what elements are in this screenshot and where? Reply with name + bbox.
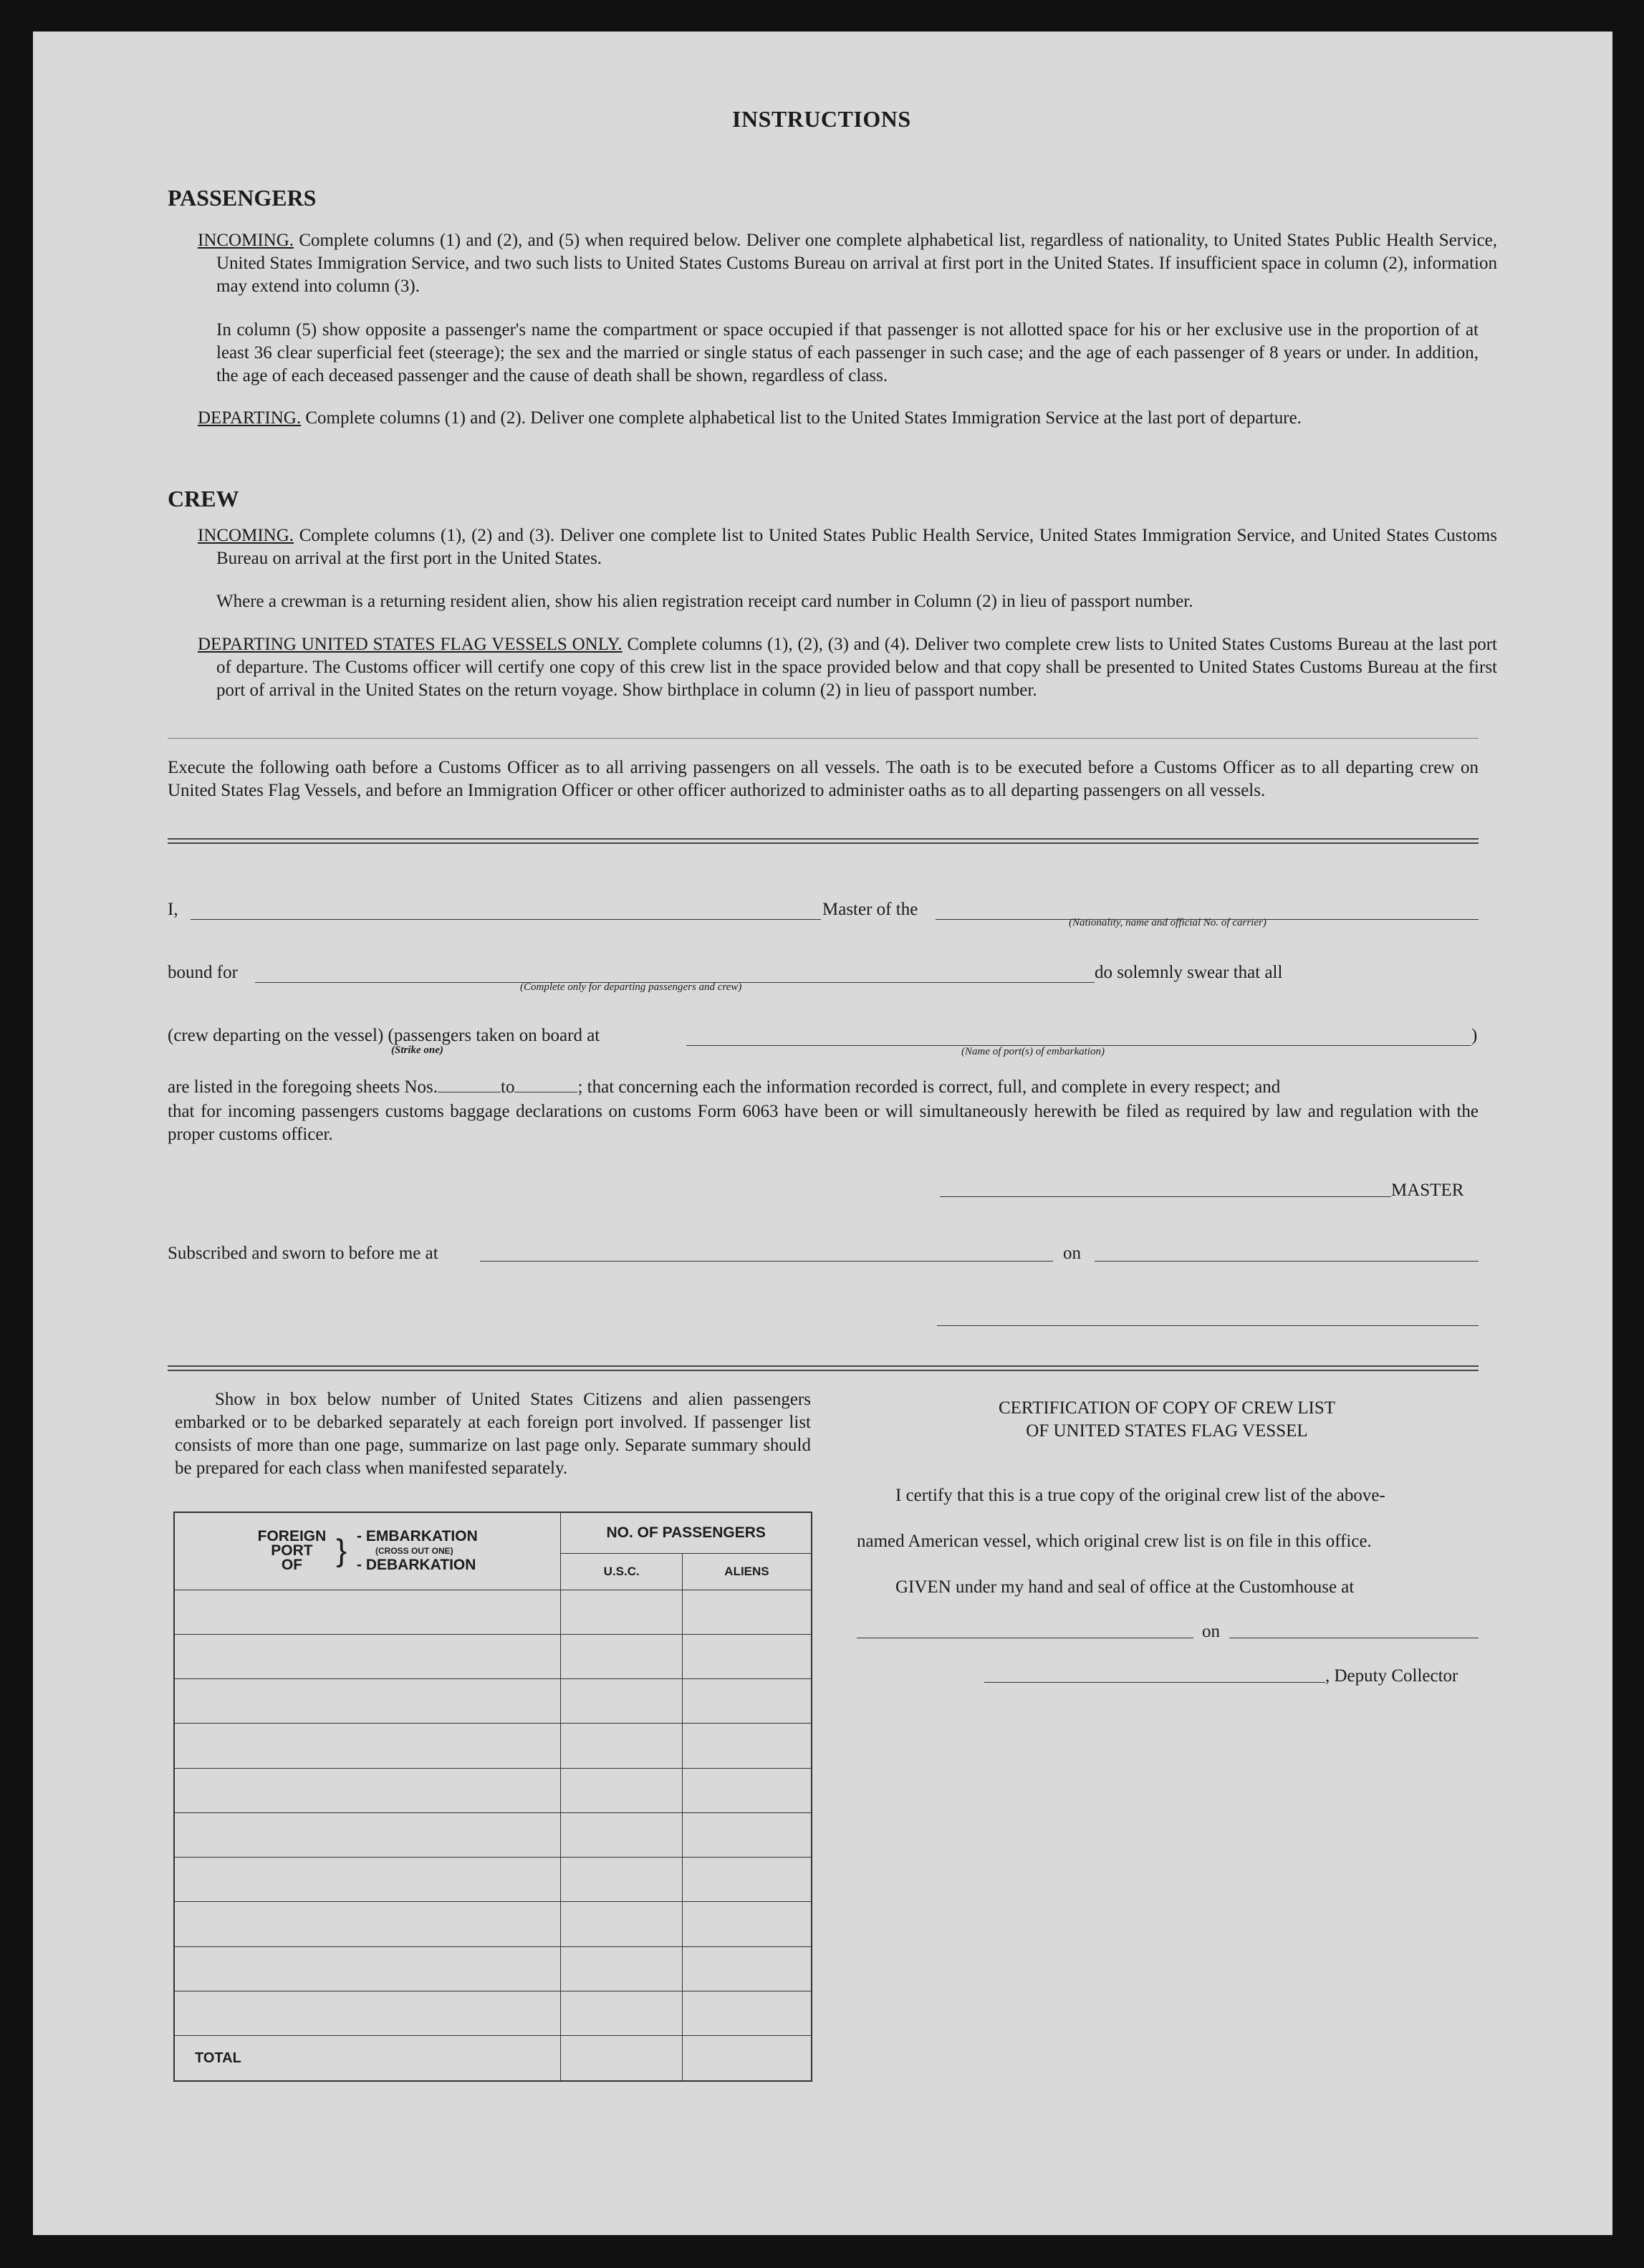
- swear-label: do solemnly swear that all: [1095, 963, 1283, 982]
- port-cell[interactable]: [174, 1902, 561, 1946]
- crew-departing-label-line: (crew departing on the vessel) (passengers taken on board at: [168, 1026, 600, 1045]
- certification-heading: [855, 1397, 1479, 1443]
- certification-line1: I certify that this is a true copy of the original crew list of the above-: [895, 1486, 1385, 1505]
- listed-rest: that for incoming passengers customs baggage declarations on customs Form 6063 have been or will simultaneously herewith be filed as required by law and regulation with the proper customs officer.: [168, 1102, 1479, 1144]
- port-cell[interactable]: [174, 1679, 561, 1724]
- port-cell[interactable]: [174, 1634, 561, 1678]
- aliens-cell[interactable]: [682, 1991, 812, 2035]
- table-row: [174, 1634, 812, 1678]
- usc-cell[interactable]: [561, 1812, 683, 1857]
- usc-cell[interactable]: [561, 1634, 683, 1678]
- table-row: [174, 1812, 812, 1857]
- crew-incoming-text: Complete columns (1), (2) and (3). Deliver one complete list to United States Public Health Service, United States Immigration Service, and United States Customs Bureau on arrival at the first port in the United States.: [216, 526, 1497, 568]
- usc-cell[interactable]: [561, 1590, 683, 1634]
- aliens-cell[interactable]: [682, 1724, 812, 1768]
- port-label: PORT: [271, 1542, 313, 1560]
- table-row: [174, 1590, 812, 1634]
- bound-for-label: bound for: [168, 963, 238, 982]
- usc-cell[interactable]: [561, 1902, 683, 1946]
- cross-out-label: (CROSS OUT ONE): [375, 1546, 453, 1557]
- listed-post: ; that concerning each the information recorded is correct, full, and complete in every respect; and: [577, 1077, 1281, 1097]
- debarkation-label: - DEBARKATION: [357, 1557, 476, 1574]
- passenger-summary-table: [173, 1512, 812, 2082]
- usc-cell[interactable]: [561, 1724, 683, 1768]
- deputy-collector-label: , Deputy Collector: [1325, 1666, 1458, 1686]
- oath-i-label: I,: [168, 900, 178, 919]
- passengers-departing-text: Complete columns (1) and (2). Deliver one complete alphabetical list to the United States Immigration Service at the last port of departure.: [305, 408, 1302, 428]
- certification-heading-line2: OF UNITED STATES FLAG VESSEL: [1026, 1421, 1308, 1441]
- usc-cell[interactable]: [561, 1991, 683, 2035]
- sworn-on-label: on: [1063, 1244, 1081, 1263]
- certification-heading-line1: CERTIFICATION OF COPY OF CREW LIST: [998, 1398, 1336, 1418]
- usc-cell[interactable]: [561, 1679, 683, 1724]
- port-cell[interactable]: [174, 1724, 561, 1768]
- passengers-incoming-paragraph: [198, 229, 1497, 298]
- aliens-cell[interactable]: [682, 1768, 812, 1812]
- aliens-header: ALIENS: [682, 1553, 812, 1590]
- usc-cell[interactable]: [561, 1768, 683, 1812]
- master-name-field[interactable]: [191, 919, 821, 920]
- aliens-cell[interactable]: [682, 1858, 812, 1902]
- total-label: TOTAL: [174, 2036, 561, 2081]
- certification-on: on: [1202, 1622, 1220, 1641]
- aliens-cell[interactable]: [682, 1812, 812, 1857]
- crew-departing-paragraph: [198, 633, 1497, 702]
- usc-cell[interactable]: [561, 1858, 683, 1902]
- crew-incoming-paragraph: [198, 524, 1497, 570]
- divider: [168, 738, 1479, 739]
- departing-caption: (Complete only for departing passengers and crew): [520, 981, 742, 993]
- deputy-signature-field[interactable]: [984, 1682, 1325, 1683]
- port-header: FOREIGN PORT OF } - EMBARKATION (CROSS OUT ONE) - DEBARKATION: [174, 1512, 561, 1590]
- master-signature-field[interactable]: [940, 1196, 1391, 1197]
- crew-incoming-label: INCOMING.: [198, 526, 294, 545]
- officer-signature-field[interactable]: [937, 1325, 1479, 1326]
- subscribed-label: Subscribed and sworn to before me at: [168, 1244, 438, 1263]
- port-cell[interactable]: [174, 1590, 561, 1634]
- aliens-cell[interactable]: [682, 1679, 812, 1724]
- passengers-departing-paragraph: [198, 407, 1497, 430]
- passengers-incoming-label: INCOMING.: [198, 231, 294, 250]
- table-row: [174, 1991, 812, 2035]
- crew-departing-label: DEPARTING UNITED STATES FLAG VESSELS ONLY.: [198, 635, 622, 654]
- table-row: [174, 1946, 812, 1991]
- port-cell[interactable]: [174, 1946, 561, 1991]
- strike-one-caption: (Strike one): [391, 1044, 443, 1056]
- passengers-incoming-text: Complete columns (1) and (2), and (5) when required below. Deliver one complete alphabetical list, regardless of nationality, to United States Public Health Service, United States Immigration Service, and two such lists to United States Customs Bureau on arrival at first port in the United States. If insufficient space in column (2), information may extend into column (3).: [216, 231, 1498, 296]
- port-cell[interactable]: [174, 1858, 561, 1902]
- master-label: MASTER: [1391, 1181, 1464, 1200]
- listed-pre: are listed in the foregoing sheets Nos.: [168, 1077, 438, 1097]
- summary-instructions: Show in box below number of United States Citizens and alien passengers embarked or to be debarked separately at each foreign port involved. If passenger list consists of more than one page, summarize on last page only. Separate summary should be prepared for each class when manifested separately.: [175, 1390, 811, 1478]
- passengers-column5-paragraph: In column (5) show opposite a passenger's name the compartment or space occupied if that passenger is not allotted space for his or her exclusive use in the proportion of at least 36 clear superficial feet (steerage); the sex and the married or single status of each passenger in such case; and the age of each passenger of 8 years or under. In addition, the age of each deceased passenger and the cause of death shall be shown, regardless of class.: [216, 320, 1479, 385]
- crew-heading: CREW: [168, 486, 239, 511]
- total-aliens-cell[interactable]: [682, 2036, 812, 2081]
- usc-cell[interactable]: [561, 1946, 683, 1991]
- of-label: OF: [281, 1557, 303, 1574]
- double-rule-bottom: [168, 842, 1479, 844]
- total-row: [174, 2036, 812, 2081]
- page-title: INSTRUCTIONS: [732, 106, 911, 132]
- double-rule-2-bottom: [168, 1370, 1479, 1371]
- certification-line3: GIVEN under my hand and seal of office at the Customhouse at: [895, 1577, 1355, 1597]
- aliens-cell[interactable]: [682, 1946, 812, 1991]
- sworn-place-field[interactable]: [480, 1261, 1053, 1262]
- crew-departing-text: Complete columns (1), (2), (3) and (4). Deliver two complete crew lists to United States Customs Bureau at the last port of departure. The Customs officer will certify one copy of this crew list in the space provided below and that copy shall be presented to United States Customs Bureau at the first port of arrival in the United States on the return voyage. Show birthplace in column (2) in lieu of passport number.: [216, 635, 1497, 700]
- table-row: [174, 1858, 812, 1902]
- certification-line2: named American vessel, which original crew list is on file in this office.: [857, 1532, 1372, 1551]
- aliens-cell[interactable]: [682, 1902, 812, 1946]
- table-row: [174, 1724, 812, 1768]
- passengers-heading: PASSENGERS: [168, 185, 317, 211]
- table-row: [174, 1902, 812, 1946]
- port-cell[interactable]: [174, 1812, 561, 1857]
- double-rule-top: [168, 838, 1479, 840]
- aliens-cell[interactable]: [682, 1590, 812, 1634]
- no-of-passengers-header: NO. OF PASSENGERS: [561, 1512, 812, 1553]
- carrier-caption: (Nationality, name and official No. of carrier): [1069, 917, 1266, 928]
- embarkation-label: - EMBARKATION: [357, 1528, 478, 1545]
- oath-instructions: Execute the following oath before a Customs Officer as to all arriving passengers on all vessels. The oath is to be executed before a Customs Officer as to all departing crew on United States Flag Vessels, and before an Immigration Officer or other officer authorized to administer oaths as to all departing passengers on all vessels.: [168, 758, 1479, 800]
- total-usc-cell[interactable]: [561, 2036, 683, 2081]
- double-rule-2-top: [168, 1365, 1479, 1367]
- close-paren: ): [1471, 1026, 1478, 1045]
- listed-sheets-line: [168, 1077, 1280, 1097]
- master-of-the-label: Master of the: [822, 900, 918, 919]
- passengers-departing-label: DEPARTING.: [198, 408, 302, 428]
- sworn-date-field[interactable]: [1095, 1261, 1479, 1262]
- embarkation-caption: (Name of port(s) of embarkation): [961, 1046, 1105, 1057]
- port-cell[interactable]: [174, 1991, 561, 2035]
- usc-header: U.S.C.: [561, 1553, 683, 1590]
- table-row: [174, 1768, 812, 1812]
- port-cell[interactable]: [174, 1768, 561, 1812]
- table-row: [174, 1679, 812, 1724]
- foreign-label: FOREIGN: [257, 1528, 327, 1545]
- listed-to: to: [501, 1077, 515, 1097]
- crew-resident-paragraph: Where a crewman is a returning resident alien, show his alien registration receipt card number in Column (2) in lieu of passport number.: [216, 592, 1193, 611]
- aliens-cell[interactable]: [682, 1634, 812, 1678]
